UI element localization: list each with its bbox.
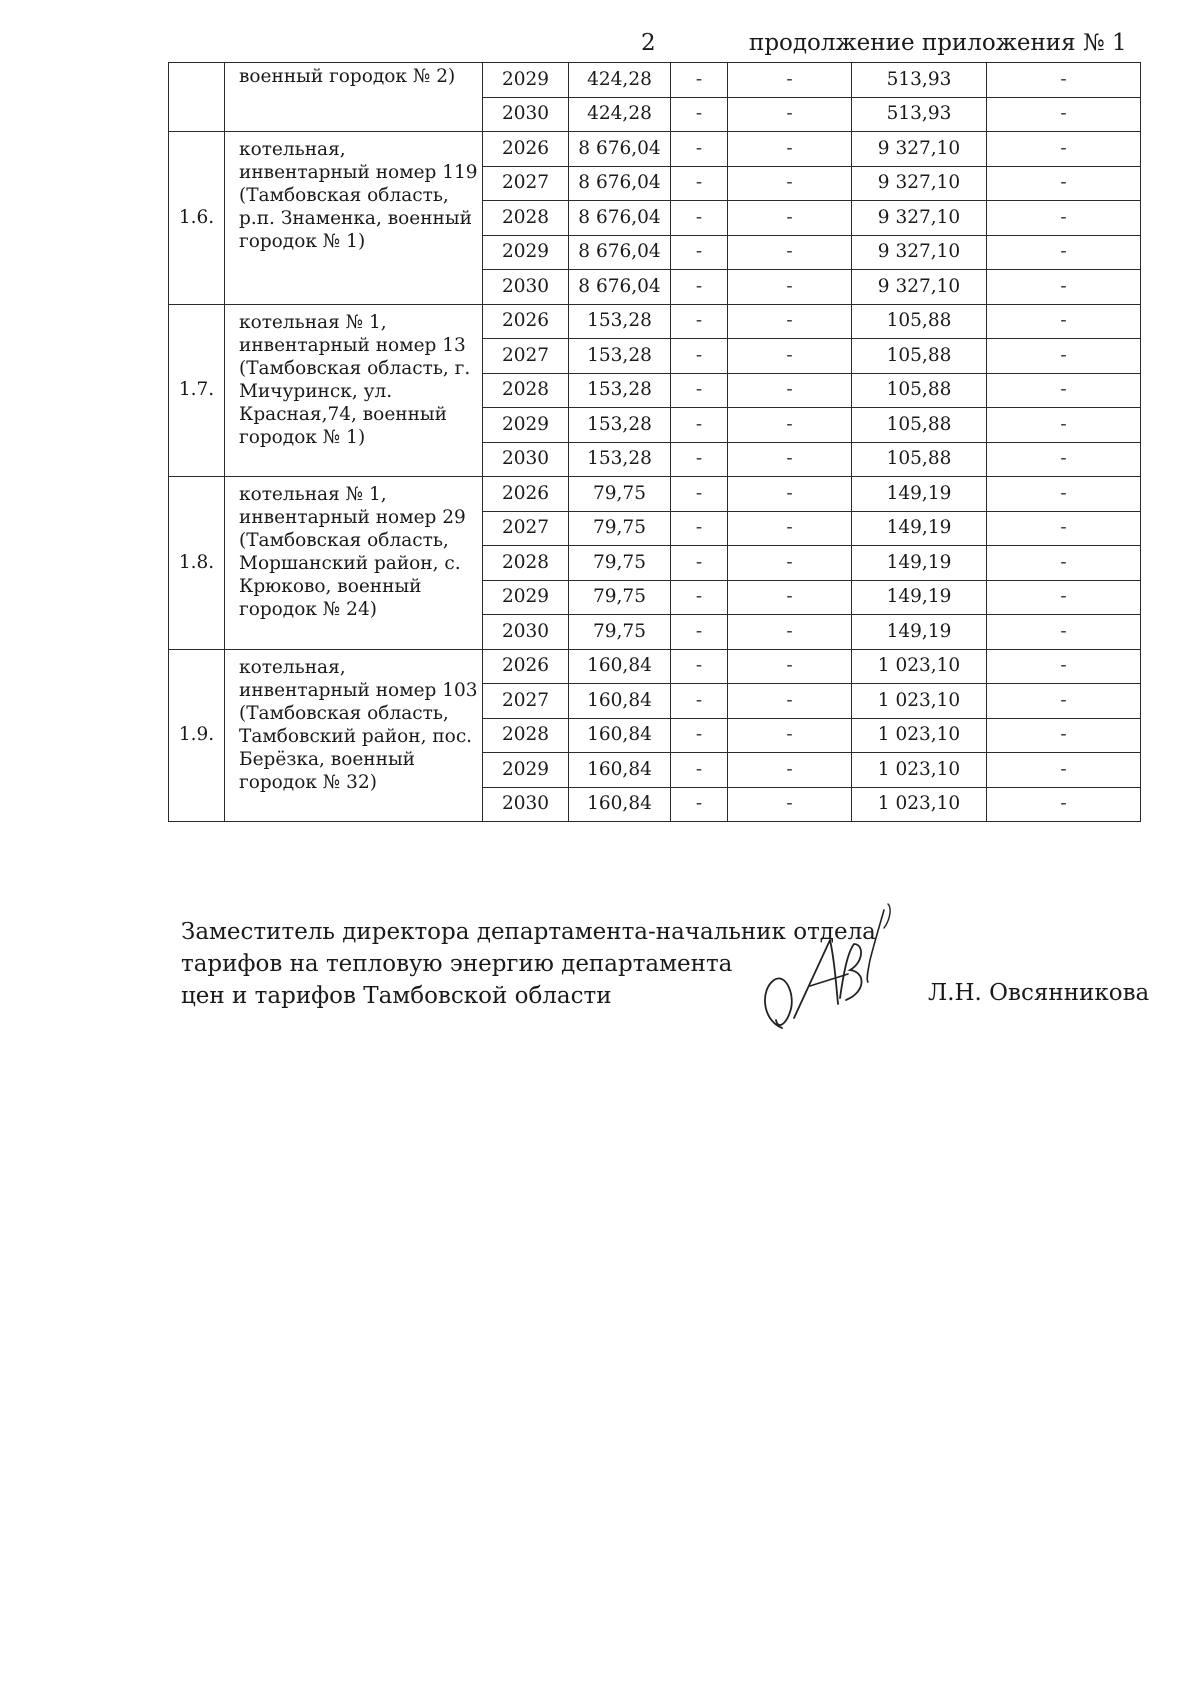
- year-cell: 2026: [483, 477, 569, 512]
- value-cell: 153,28: [569, 339, 671, 374]
- value-cell: 105,88: [852, 408, 987, 443]
- dash-cell: -: [671, 787, 728, 822]
- dash-cell: -: [671, 477, 728, 512]
- dash-cell: -: [987, 201, 1141, 236]
- dash-cell: -: [671, 63, 728, 98]
- item-number-cell: [169, 63, 225, 132]
- dash-cell: -: [671, 511, 728, 546]
- dash-cell: -: [987, 132, 1141, 167]
- dash-cell: -: [728, 787, 852, 822]
- dash-cell: -: [987, 511, 1141, 546]
- dash-cell: -: [671, 201, 728, 236]
- dash-cell: -: [987, 97, 1141, 132]
- year-cell: 2026: [483, 304, 569, 339]
- value-cell: 9 327,10: [852, 201, 987, 236]
- dash-cell: -: [671, 649, 728, 684]
- dash-cell: -: [728, 166, 852, 201]
- signature-line-1: Заместитель директора департамента-начальник отдела: [181, 919, 876, 945]
- signer-name: Л.Н. Овсянникова: [928, 980, 1150, 1006]
- table-body: [169, 63, 1141, 822]
- year-cell: 2027: [483, 684, 569, 719]
- handwritten-signature: [752, 900, 902, 1040]
- value-cell: 153,28: [569, 304, 671, 339]
- dash-cell: -: [728, 97, 852, 132]
- year-cell: 2028: [483, 546, 569, 581]
- year-cell: 2026: [483, 649, 569, 684]
- year-cell: 2027: [483, 166, 569, 201]
- dash-cell: -: [671, 718, 728, 753]
- dash-cell: -: [671, 270, 728, 305]
- year-cell: 2029: [483, 63, 569, 98]
- dash-cell: -: [728, 546, 852, 581]
- value-cell: 149,19: [852, 511, 987, 546]
- year-cell: 2029: [483, 408, 569, 443]
- dash-cell: -: [671, 615, 728, 650]
- year-cell: 2030: [483, 97, 569, 132]
- table-row: [169, 132, 1141, 167]
- page-number: 2: [641, 30, 656, 56]
- dash-cell: -: [728, 63, 852, 98]
- value-cell: 8 676,04: [569, 166, 671, 201]
- year-cell: 2030: [483, 270, 569, 305]
- value-cell: 160,84: [569, 684, 671, 719]
- dash-cell: -: [728, 718, 852, 753]
- year-cell: 2027: [483, 339, 569, 374]
- dash-cell: -: [728, 373, 852, 408]
- facility-name-cell: котельная, инвентарный номер 119 (Тамбовская область, р.п. Знаменка, военный городок № 1): [225, 132, 483, 305]
- dash-cell: -: [671, 442, 728, 477]
- dash-cell: -: [728, 684, 852, 719]
- dash-cell: -: [987, 166, 1141, 201]
- dash-cell: -: [671, 235, 728, 270]
- facility-name-cell: котельная № 1, инвентарный номер 13 (Тамбовская область, г. Мичуринск, ул. Красная,74, военный городок № 1): [225, 304, 483, 477]
- value-cell: 1 023,10: [852, 684, 987, 719]
- dash-cell: -: [671, 580, 728, 615]
- dash-cell: -: [987, 684, 1141, 719]
- dash-cell: -: [728, 753, 852, 788]
- dash-cell: -: [671, 753, 728, 788]
- dash-cell: -: [987, 649, 1141, 684]
- value-cell: 153,28: [569, 408, 671, 443]
- dash-cell: -: [671, 97, 728, 132]
- dash-cell: -: [987, 718, 1141, 753]
- dash-cell: -: [987, 373, 1141, 408]
- value-cell: 149,19: [852, 615, 987, 650]
- value-cell: 79,75: [569, 477, 671, 512]
- table-row: [169, 304, 1141, 339]
- dash-cell: -: [987, 753, 1141, 788]
- value-cell: 149,19: [852, 580, 987, 615]
- year-cell: 2026: [483, 132, 569, 167]
- value-cell: 79,75: [569, 511, 671, 546]
- tariff-table: [168, 62, 1141, 822]
- year-cell: 2030: [483, 442, 569, 477]
- item-number-cell: 1.8.: [169, 477, 225, 650]
- signature-line-3: цен и тарифов Тамбовской области: [181, 983, 612, 1009]
- dash-cell: -: [671, 546, 728, 581]
- value-cell: 8 676,04: [569, 235, 671, 270]
- signature-line-2: тарифов на тепловую энергию департамента: [181, 951, 733, 977]
- dash-cell: -: [987, 304, 1141, 339]
- year-cell: 2030: [483, 787, 569, 822]
- dash-cell: -: [728, 477, 852, 512]
- value-cell: 513,93: [852, 63, 987, 98]
- facility-name-cell: военный городок № 2): [225, 63, 483, 132]
- dash-cell: -: [728, 304, 852, 339]
- value-cell: 9 327,10: [852, 132, 987, 167]
- value-cell: 8 676,04: [569, 132, 671, 167]
- value-cell: 424,28: [569, 97, 671, 132]
- dash-cell: -: [987, 235, 1141, 270]
- value-cell: 105,88: [852, 339, 987, 374]
- value-cell: 8 676,04: [569, 270, 671, 305]
- item-number-cell: 1.9.: [169, 649, 225, 822]
- year-cell: 2028: [483, 718, 569, 753]
- value-cell: 153,28: [569, 373, 671, 408]
- value-cell: 9 327,10: [852, 270, 987, 305]
- value-cell: 9 327,10: [852, 235, 987, 270]
- value-cell: 79,75: [569, 615, 671, 650]
- value-cell: 1 023,10: [852, 649, 987, 684]
- dash-cell: -: [671, 339, 728, 374]
- dash-cell: -: [987, 63, 1141, 98]
- dash-cell: -: [728, 339, 852, 374]
- value-cell: 8 676,04: [569, 201, 671, 236]
- continuation-note: продолжение приложения № 1: [749, 30, 1127, 56]
- value-cell: 1 023,10: [852, 753, 987, 788]
- year-cell: 2027: [483, 511, 569, 546]
- dash-cell: -: [987, 442, 1141, 477]
- dash-cell: -: [987, 546, 1141, 581]
- value-cell: 424,28: [569, 63, 671, 98]
- value-cell: 160,84: [569, 718, 671, 753]
- facility-name-cell: котельная, инвентарный номер 103 (Тамбовская область, Тамбовский район, пос. Берёзка, военный городок № 32): [225, 649, 483, 822]
- value-cell: 153,28: [569, 442, 671, 477]
- dash-cell: -: [728, 270, 852, 305]
- value-cell: 160,84: [569, 787, 671, 822]
- table-row: [169, 477, 1141, 512]
- dash-cell: -: [671, 132, 728, 167]
- value-cell: 160,84: [569, 649, 671, 684]
- dash-cell: -: [987, 615, 1141, 650]
- value-cell: 1 023,10: [852, 787, 987, 822]
- year-cell: 2030: [483, 615, 569, 650]
- year-cell: 2029: [483, 580, 569, 615]
- dash-cell: -: [728, 408, 852, 443]
- year-cell: 2029: [483, 753, 569, 788]
- table-row: [169, 63, 1141, 98]
- dash-cell: -: [671, 408, 728, 443]
- value-cell: 79,75: [569, 580, 671, 615]
- dash-cell: -: [987, 339, 1141, 374]
- value-cell: 149,19: [852, 546, 987, 581]
- dash-cell: -: [728, 511, 852, 546]
- item-number-cell: 1.7.: [169, 304, 225, 477]
- dash-cell: -: [987, 477, 1141, 512]
- value-cell: 105,88: [852, 373, 987, 408]
- dash-cell: -: [987, 787, 1141, 822]
- year-cell: 2028: [483, 373, 569, 408]
- value-cell: 105,88: [852, 442, 987, 477]
- dash-cell: -: [671, 304, 728, 339]
- dash-cell: -: [987, 408, 1141, 443]
- table-row: [169, 649, 1141, 684]
- dash-cell: -: [728, 132, 852, 167]
- item-number-cell: 1.6.: [169, 132, 225, 305]
- dash-cell: -: [671, 684, 728, 719]
- value-cell: 1 023,10: [852, 718, 987, 753]
- value-cell: 513,93: [852, 97, 987, 132]
- dash-cell: -: [987, 580, 1141, 615]
- value-cell: 149,19: [852, 477, 987, 512]
- dash-cell: -: [671, 166, 728, 201]
- dash-cell: -: [728, 615, 852, 650]
- dash-cell: -: [728, 201, 852, 236]
- value-cell: 79,75: [569, 546, 671, 581]
- year-cell: 2029: [483, 235, 569, 270]
- year-cell: 2028: [483, 201, 569, 236]
- value-cell: 9 327,10: [852, 166, 987, 201]
- value-cell: 105,88: [852, 304, 987, 339]
- dash-cell: -: [728, 442, 852, 477]
- dash-cell: -: [671, 373, 728, 408]
- dash-cell: -: [728, 235, 852, 270]
- facility-name-cell: котельная № 1, инвентарный номер 29 (Тамбовская область, Моршанский район, с. Крюково, военный городок № 24): [225, 477, 483, 650]
- value-cell: 160,84: [569, 753, 671, 788]
- dash-cell: -: [728, 649, 852, 684]
- dash-cell: -: [987, 270, 1141, 305]
- dash-cell: -: [728, 580, 852, 615]
